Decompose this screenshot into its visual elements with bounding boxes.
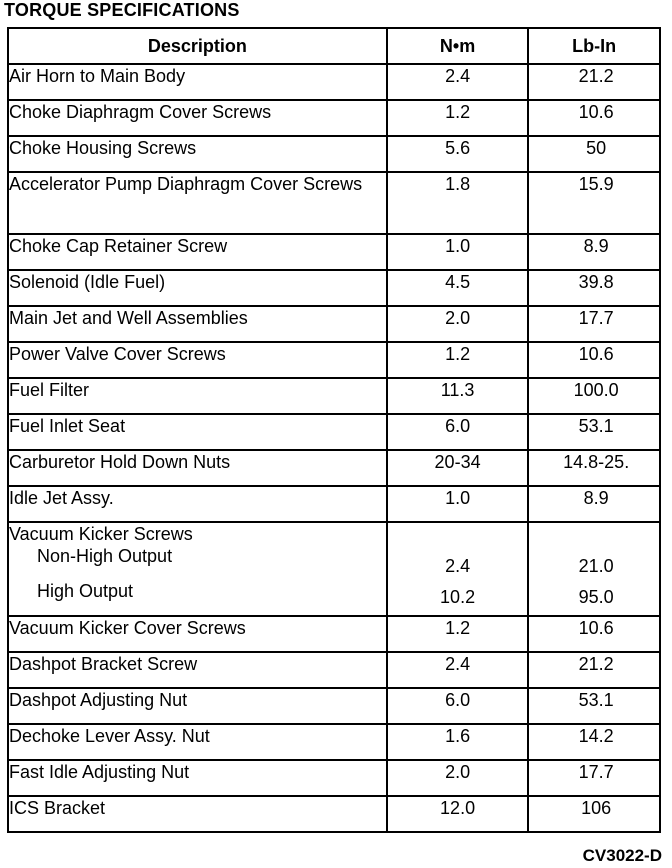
table-row — [8, 64, 660, 100]
table-row — [8, 342, 660, 378]
row-lbin-value: 14.8-25. — [528, 450, 660, 486]
row-lbin-value: 106 — [528, 796, 660, 832]
row-lbin-value: 21.0 — [528, 522, 660, 580]
table-row — [8, 724, 660, 760]
table-row — [8, 136, 660, 172]
table-row — [8, 100, 660, 136]
row-nm-value: 5.6 — [387, 136, 529, 172]
column-header-nm: N•m — [387, 28, 529, 64]
row-nm-value: 11.3 — [387, 378, 529, 414]
row-nm-value: 1.2 — [387, 342, 529, 378]
row-lbin-value: 53.1 — [528, 414, 660, 450]
row-nm-value: 1.2 — [387, 100, 529, 136]
row-lbin-value: 100.0 — [528, 378, 660, 414]
column-header-description: Description — [8, 28, 387, 64]
figure-code: CV3022-D — [582, 846, 662, 865]
row-description: Choke Cap Retainer Screw — [8, 234, 387, 270]
row-description: Dashpot Adjusting Nut — [8, 688, 387, 724]
vacuum-kicker-label: Vacuum Kicker Screws — [9, 524, 193, 544]
row-nm-value: 2.4 — [387, 64, 529, 100]
row-description: Air Horn to Main Body — [8, 64, 387, 100]
row-nm-value: 2.4 — [387, 522, 529, 580]
row-description: Dashpot Bracket Screw — [8, 652, 387, 688]
column-header-lbin: Lb-In — [528, 28, 660, 64]
row-lbin-value: 39.8 — [528, 270, 660, 306]
row-lbin-value: 95.0 — [528, 580, 660, 616]
table-row — [8, 652, 660, 688]
table-row — [8, 414, 660, 450]
row-description-group — [8, 522, 387, 580]
page-title: TORQUE SPECIFICATIONS — [4, 0, 240, 20]
row-nm-value: 2.4 — [387, 652, 529, 688]
row-lbin-value: 8.9 — [528, 234, 660, 270]
row-lbin-value: 10.6 — [528, 342, 660, 378]
high-output-label: High Output — [37, 581, 134, 601]
row-lbin-value: 17.7 — [528, 760, 660, 796]
row-lbin-value: 21.2 — [528, 64, 660, 100]
row-description: Choke Diaphragm Cover Screws — [8, 100, 387, 136]
row-description: Idle Jet Assy. — [8, 486, 387, 522]
table-row-high-output — [8, 580, 660, 616]
row-nm-value: 12.0 — [387, 796, 529, 832]
row-nm-value: 2.0 — [387, 306, 529, 342]
row-description: Fast Idle Adjusting Nut — [8, 760, 387, 796]
table-row — [8, 616, 660, 652]
row-lbin-value: 53.1 — [528, 688, 660, 724]
row-description: ICS Bracket — [8, 796, 387, 832]
row-nm-value: 6.0 — [387, 414, 529, 450]
table-row-vacuum-kicker — [8, 522, 660, 580]
table-row — [8, 796, 660, 832]
row-description: Accelerator Pump Diaphragm Cover Screws — [8, 172, 387, 234]
row-description: Fuel Inlet Seat — [8, 414, 387, 450]
row-nm-value: 1.0 — [387, 486, 529, 522]
row-nm-value: 4.5 — [387, 270, 529, 306]
table-row — [8, 270, 660, 306]
row-nm-value: 6.0 — [387, 688, 529, 724]
row-description: Fuel Filter — [8, 378, 387, 414]
table-row — [8, 688, 660, 724]
table-row — [8, 378, 660, 414]
row-nm-value: 1.2 — [387, 616, 529, 652]
table-row — [8, 450, 660, 486]
row-nm-value: 2.0 — [387, 760, 529, 796]
table-row — [8, 306, 660, 342]
row-lbin-value: 15.9 — [528, 172, 660, 234]
row-lbin-value: 50 — [528, 136, 660, 172]
row-description: Choke Housing Screws — [8, 136, 387, 172]
row-lbin-value: 14.2 — [528, 724, 660, 760]
row-nm-value: 1.8 — [387, 172, 529, 234]
row-description: Dechoke Lever Assy. Nut — [8, 724, 387, 760]
row-description: Power Valve Cover Screws — [8, 342, 387, 378]
row-lbin-value: 21.2 — [528, 652, 660, 688]
table-row — [8, 234, 660, 270]
row-lbin-value: 10.6 — [528, 100, 660, 136]
row-lbin-value: 10.6 — [528, 616, 660, 652]
row-lbin-value: 17.7 — [528, 306, 660, 342]
table-row — [8, 760, 660, 796]
row-lbin-value: 8.9 — [528, 486, 660, 522]
row-nm-value: 1.0 — [387, 234, 529, 270]
table-row — [8, 172, 660, 234]
row-description: Vacuum Kicker Cover Screws — [8, 616, 387, 652]
torque-specifications-table — [7, 27, 661, 833]
row-description: Solenoid (Idle Fuel) — [8, 270, 387, 306]
row-description: Main Jet and Well Assemblies — [8, 306, 387, 342]
table-row — [8, 486, 660, 522]
row-description: Carburetor Hold Down Nuts — [8, 450, 387, 486]
row-description — [8, 580, 387, 616]
non-high-output-label: Non-High Output — [37, 546, 173, 566]
row-nm-value: 20-34 — [387, 450, 529, 486]
row-nm-value: 1.6 — [387, 724, 529, 760]
table-header-row — [8, 28, 660, 64]
row-nm-value: 10.2 — [387, 580, 529, 616]
